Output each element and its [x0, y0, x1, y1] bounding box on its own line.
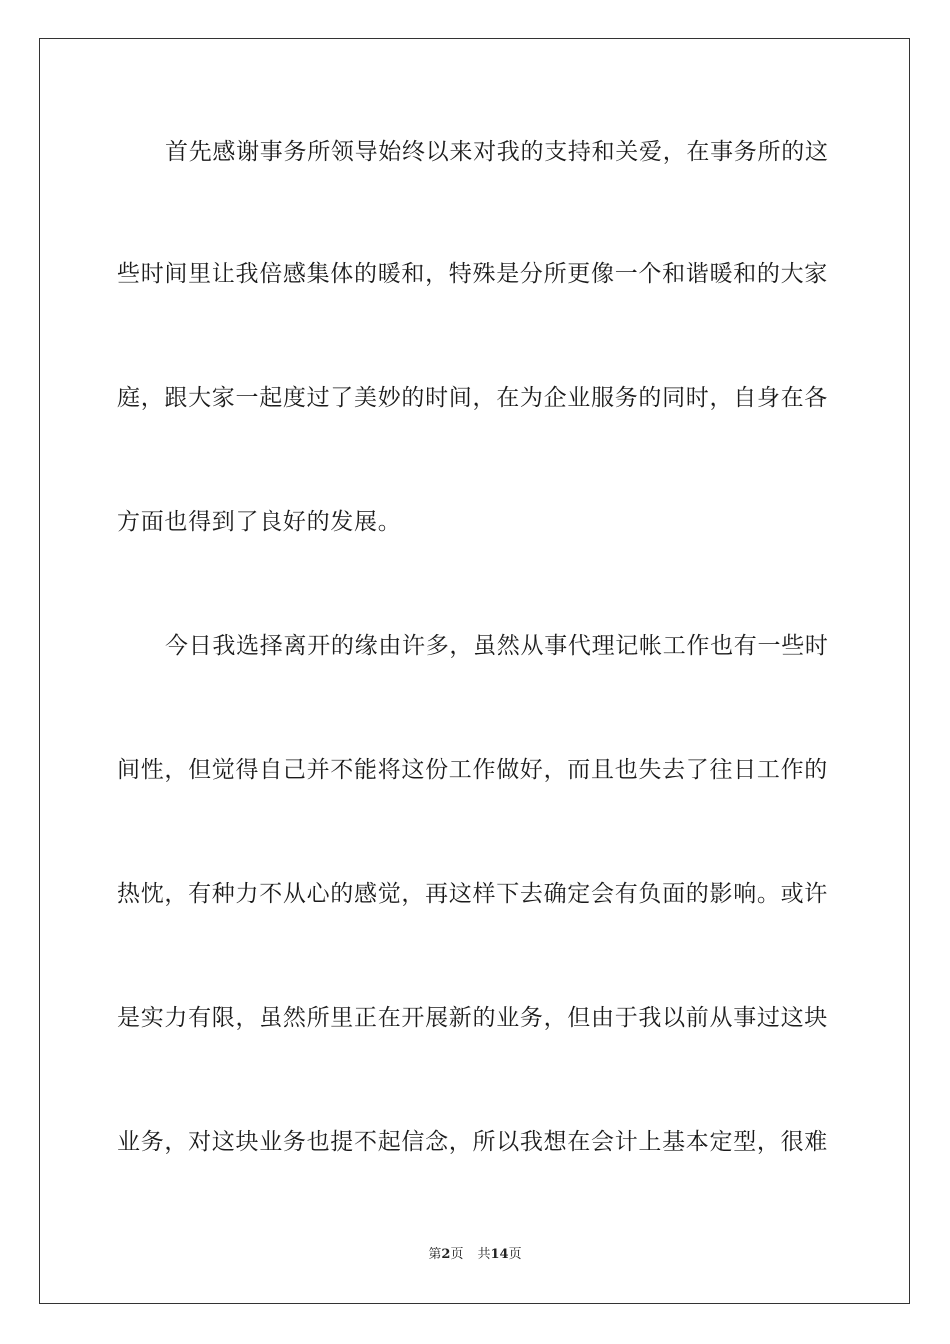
- page-prefix: 第: [428, 1247, 442, 1262]
- page-footer: [0, 1246, 950, 1264]
- paragraph-2-line-4: 是实力有限，虽然所里正在开展新的业务，但由于我以前从事过这块: [117, 1005, 828, 1031]
- total-pages: 14: [490, 1247, 509, 1262]
- page-border: [39, 38, 910, 1304]
- total-prefix: 共: [477, 1247, 491, 1262]
- page-suffix: 页: [450, 1247, 464, 1262]
- paragraph-1-line-1: 首先感谢事务所领导始终以来对我的支持和关爱，在事务所的这: [165, 139, 829, 165]
- paragraph-2-line-1: 今日我选择离开的缘由许多，虽然从事代理记帐工作也有一些时: [165, 633, 829, 659]
- total-suffix: 页: [508, 1247, 522, 1262]
- paragraph-1-line-2: 些时间里让我倍感集体的暖和，特殊是分所更像一个和谐暖和的大家: [117, 261, 828, 287]
- paragraph-2-line-2: 间性，但觉得自己并不能将这份工作做好，而且也失去了往日工作的: [117, 757, 828, 783]
- paragraph-1-line-3: 庭，跟大家一起度过了美妙的时间，在为企业服务的同时，自身在各: [117, 385, 828, 411]
- page-number: 2: [441, 1247, 451, 1262]
- paragraph-2-line-5: 业务，对这块业务也提不起信念，所以我想在会计上基本定型，很难: [117, 1129, 828, 1155]
- paragraph-2-line-3: 热忱，有种力不从心的感觉，再这样下去确定会有负面的影响。或许: [117, 881, 828, 907]
- paragraph-1-line-4: 方面也得到了良好的发展。: [117, 509, 402, 535]
